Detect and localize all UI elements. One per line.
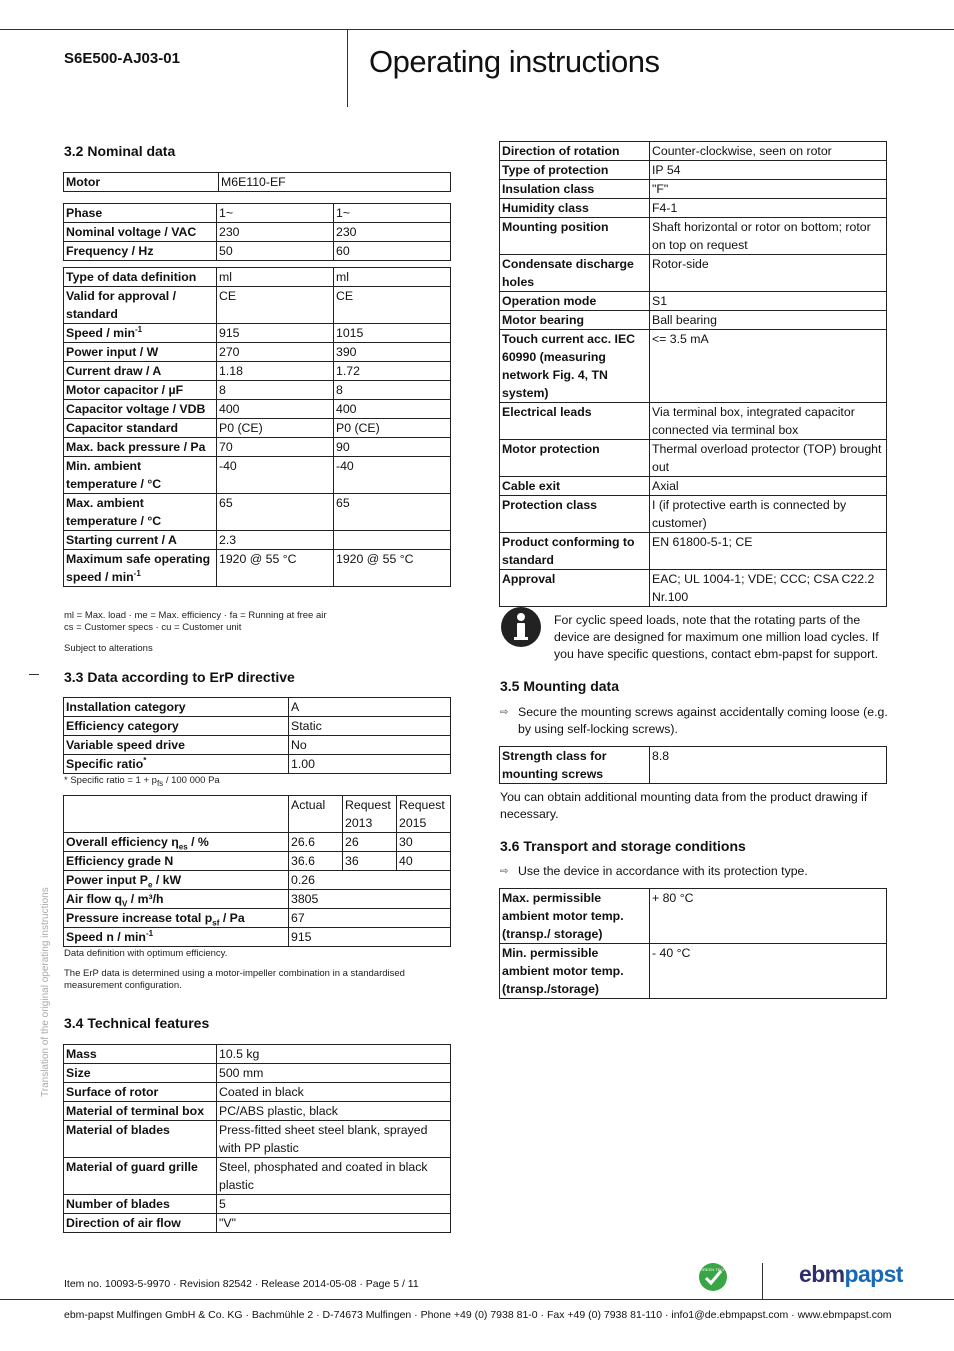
label-text: Protection class (502, 498, 597, 512)
logo-part-2: papst (844, 1261, 903, 1287)
row-value-2: ml (334, 268, 451, 287)
label-text: Direction of air flow (66, 1216, 181, 1230)
row-label (64, 268, 217, 287)
row-label (64, 494, 217, 531)
table-row (64, 362, 451, 381)
row-label (64, 890, 289, 909)
row-value: Press-fitted sheet steel blank, sprayed with PP plastic (217, 1121, 451, 1158)
table-header-row (64, 796, 451, 833)
label-text: Condensate discharge holes (502, 257, 634, 289)
table-row (64, 698, 451, 717)
table-row (64, 1102, 451, 1121)
table-row (64, 343, 451, 362)
row-label (64, 242, 217, 261)
table-row (64, 890, 451, 909)
mounting-paragraph: You can obtain additional mounting data from the product drawing if necessary. (500, 790, 868, 821)
table-row (64, 928, 451, 947)
row-label (64, 1045, 217, 1064)
label-text: Min. permissible ambient motor temp. (transp./storage) (502, 946, 624, 996)
row-label: Motor (64, 173, 219, 192)
table-row (64, 1064, 451, 1083)
legend-note (64, 610, 327, 634)
label-text: Power input / W (66, 345, 159, 359)
row-value: Coated in black (217, 1083, 451, 1102)
label-text: Min. ambient temperature / °C (66, 459, 162, 491)
table-row (64, 1045, 451, 1064)
label-text: Installation category (66, 700, 186, 714)
row-value: 5 (217, 1195, 451, 1214)
label-text: Efficiency grade N (66, 854, 174, 868)
table-row (64, 223, 451, 242)
row-value-2015: 40 (397, 852, 451, 871)
label-text: Motor bearing (502, 313, 584, 327)
label-text: Electrical leads (502, 405, 592, 419)
row-value-2: P0 (CE) (334, 419, 451, 438)
row-label (64, 287, 217, 324)
footer-divider (762, 1263, 763, 1299)
label-sub: V (122, 899, 128, 909)
row-value: 67 (289, 909, 451, 928)
row-value-1: 400 (217, 400, 334, 419)
table-row (64, 909, 451, 928)
table-row (64, 324, 451, 343)
row-value: F4-1 (650, 199, 887, 218)
row-label (500, 496, 650, 533)
erp-table-a (63, 697, 451, 774)
section-heading-3-3: 3.3 Data according to ErP directive (64, 669, 295, 685)
row-label (64, 928, 289, 947)
row-label (64, 833, 289, 852)
row-value: 500 mm (217, 1064, 451, 1083)
row-value: Steel, phosphated and coated in black plastic (217, 1158, 451, 1195)
row-value-2015: 30 (397, 833, 451, 852)
row-label (64, 736, 289, 755)
label-end: / Pa (219, 911, 245, 925)
arrow-right-icon: ⇨ (500, 866, 509, 877)
row-label (64, 204, 217, 223)
row-label (64, 223, 217, 242)
table-row (500, 440, 887, 477)
row-value-1: 915 (217, 324, 334, 343)
row-value: + 80 °C (650, 889, 887, 944)
label-text: Speed n / min (66, 930, 146, 944)
row-label (64, 852, 289, 871)
label-text: Valid for approval / standard (66, 289, 177, 321)
row-value: 0.26 (289, 871, 451, 890)
row-label (64, 871, 289, 890)
row-label (500, 292, 650, 311)
row-label (500, 311, 650, 330)
row-value: 10.5 kg (217, 1045, 451, 1064)
row-value-1: 1920 @ 55 °C (217, 550, 334, 587)
mounting-bullet (500, 704, 888, 738)
row-label (500, 403, 650, 440)
row-value-2: 65 (334, 494, 451, 531)
row-value: Rotor-side (650, 255, 887, 292)
table-row (500, 142, 887, 161)
row-value: No (289, 736, 451, 755)
label-sub: e (147, 880, 153, 890)
row-value: Ball bearing (650, 311, 887, 330)
table-row (500, 889, 887, 944)
table-row (64, 871, 451, 890)
row-value-2: 390 (334, 343, 451, 362)
erp-note-2: The ErP data is determined using a motor-impeller combination in a standardised measurement configuration. (64, 968, 405, 991)
row-label (500, 161, 650, 180)
row-value: 3805 (289, 890, 451, 909)
label-text: Surface of rotor (66, 1085, 159, 1099)
erp-table-b (63, 795, 451, 947)
footnote-text: * Specific ratio = 1 + p (64, 775, 157, 786)
label-text: Variable speed drive (66, 738, 185, 752)
table-row (500, 496, 887, 533)
row-label (64, 1195, 217, 1214)
table-row (500, 477, 887, 496)
label-sup: * (143, 755, 147, 765)
bullet-text: Use the device in accordance with its protection type. (518, 864, 808, 878)
row-value: 8.8 (650, 747, 887, 784)
label-text: Power input P (66, 873, 148, 887)
table-row (500, 747, 887, 784)
row-value-actual: 26.6 (289, 833, 343, 852)
table-row (500, 403, 887, 440)
table-row (64, 1158, 451, 1195)
label-sub: es (178, 842, 188, 852)
header-empty (64, 796, 289, 833)
section-heading-3-5: 3.5 Mounting data (500, 678, 619, 694)
row-value-2: -40 (334, 457, 451, 494)
table-row (64, 717, 451, 736)
header-actual: Actual (289, 796, 343, 833)
subject-note: Subject to alterations (64, 643, 153, 654)
row-value: M6E110-EF (219, 173, 451, 192)
row-value: I (if protective earth is connected by customer) (650, 496, 887, 533)
row-value: EAC; UL 1004-1; VDE; CCC; CSA C22.2 Nr.100 (650, 570, 887, 607)
table-row (64, 381, 451, 400)
label-text: Material of terminal box (66, 1104, 205, 1118)
row-value: - 40 °C (650, 944, 887, 999)
row-label (500, 218, 650, 255)
table-row (500, 330, 887, 403)
row-value-1: 65 (217, 494, 334, 531)
table-row (64, 457, 451, 494)
label-text: Approval (502, 572, 556, 586)
technical-features-table (63, 1044, 451, 1233)
label-text: Touch current acc. IEC 60990 (measuring network Fig. 4, TN system) (502, 332, 636, 400)
label-end: / kW (152, 873, 182, 887)
row-value-2: 230 (334, 223, 451, 242)
label-text: Current draw / A (66, 364, 162, 378)
label-text: Frequency / Hz (66, 244, 154, 258)
row-label (64, 1102, 217, 1121)
row-label (64, 755, 289, 774)
label-text: Material of blades (66, 1123, 170, 1137)
table-row (64, 736, 451, 755)
document-id: S6E500-AJ03-01 (64, 50, 180, 67)
table-row (64, 833, 451, 852)
nominal-table-b (63, 267, 451, 587)
motor-table (63, 172, 451, 192)
section-heading-3-2: 3.2 Nominal data (64, 143, 176, 159)
erp-footnote (64, 775, 220, 787)
table-row (64, 287, 451, 324)
row-value-1: 1.18 (217, 362, 334, 381)
row-label (64, 362, 217, 381)
label-text: Efficiency category (66, 719, 179, 733)
table-row (500, 944, 887, 999)
table-row (500, 180, 887, 199)
row-label (64, 1158, 217, 1195)
row-label (64, 343, 217, 362)
row-value-2013: 36 (343, 852, 397, 871)
label-text: Direction of rotation (502, 144, 620, 158)
header-request-2015: Request 2015 (397, 796, 451, 833)
row-value-actual: 36.6 (289, 852, 343, 871)
row-value-2: CE (334, 287, 451, 324)
row-value: "F" (650, 180, 887, 199)
header-request-2013: Request 2013 (343, 796, 397, 833)
row-value-2: 8 (334, 381, 451, 400)
label-text: Motor protection (502, 442, 600, 456)
section-heading-3-4: 3.4 Technical features (64, 1015, 210, 1031)
table-row (500, 161, 887, 180)
table-row (64, 531, 451, 550)
row-label (64, 400, 217, 419)
label-text: Max. back pressure / Pa (66, 440, 206, 454)
row-value: Static (289, 717, 451, 736)
header-divider (347, 29, 348, 107)
label-text: Max. permissible ambient motor temp. (transp./ storage) (502, 891, 624, 941)
table-row (64, 1195, 451, 1214)
row-label (64, 531, 217, 550)
green-tech-badge (698, 1262, 728, 1292)
info-icon (500, 606, 542, 648)
row-label (500, 570, 650, 607)
row-value: 915 (289, 928, 451, 947)
green-tech-text: GREEN TECH (699, 1267, 727, 1272)
footer-company-line: ebm-papst Mulfingen GmbH & Co. KG · Bachmühle 2 · D-74673 Mulfingen · Phone +49 (0) 7938 81-0 · Fax +49 (0) 7938 81-110 · info1@de.ebmpapst.com · www.ebmpapst.com (64, 1309, 892, 1321)
label-text: Starting current / A (66, 533, 177, 547)
arrow-right-icon: ⇨ (500, 707, 509, 718)
label-text: Material of guard grille (66, 1160, 198, 1174)
row-label (64, 1121, 217, 1158)
transport-table (499, 888, 887, 999)
row-label (64, 550, 217, 587)
row-value-1: 50 (217, 242, 334, 261)
motor-properties-table (499, 141, 887, 607)
table-row (64, 852, 451, 871)
erp-note-1: Data definition with optimum efficiency. (64, 948, 228, 959)
row-value: Via terminal box, integrated capacitor connected via terminal box (650, 403, 887, 440)
table-row (64, 1121, 451, 1158)
row-label: Strength class for mounting screws (500, 747, 650, 784)
table-row (64, 268, 451, 287)
table-row (500, 570, 887, 607)
label-sub: sf (212, 918, 220, 928)
row-label (500, 330, 650, 403)
row-value-1: CE (217, 287, 334, 324)
row-label (64, 324, 217, 343)
footer-item-line: Item no. 10093-5-9970 · Revision 82542 · Release 2014-05-08 · Page 5 / 11 (64, 1278, 419, 1290)
table-row (64, 173, 451, 192)
label-sup: -1 (133, 568, 141, 578)
row-label (64, 717, 289, 736)
footnote-end: / 100 000 Pa (163, 775, 220, 786)
row-label (500, 199, 650, 218)
row-value: 1.00 (289, 755, 451, 774)
row-label (500, 889, 650, 944)
label-end: / % (187, 835, 209, 849)
row-label (64, 1064, 217, 1083)
footnote-sub: fs (156, 778, 164, 788)
nominal-table-a (63, 203, 451, 261)
label-text: Number of blades (66, 1197, 170, 1211)
row-value: Axial (650, 477, 887, 496)
row-label (500, 440, 650, 477)
logo-part-1: ebm (799, 1261, 845, 1287)
label-text: Max. ambient temperature / °C (66, 496, 162, 528)
row-label (64, 698, 289, 717)
row-value-1: 230 (217, 223, 334, 242)
table-row (500, 533, 887, 570)
row-label (500, 142, 650, 161)
legend-line-2: cs = Customer specs · cu = Customer unit (64, 622, 242, 633)
margin-mark (29, 674, 39, 675)
label-text: Insulation class (502, 182, 595, 196)
row-value-2: 1015 (334, 324, 451, 343)
row-value-2013: 26 (343, 833, 397, 852)
row-value: "V" (217, 1214, 451, 1233)
row-value: A (289, 698, 451, 717)
table-row (64, 438, 451, 457)
row-value-1: 2.3 (217, 531, 334, 550)
row-label (64, 909, 289, 928)
table-row (500, 255, 887, 292)
mounting-table (499, 746, 887, 784)
legend-line-1: ml = Max. load · me = Max. efficiency · fa = Running at free air (64, 610, 327, 621)
row-value-2: 90 (334, 438, 451, 457)
row-label (500, 477, 650, 496)
label-text: Phase (66, 206, 103, 220)
table-row (64, 204, 451, 223)
row-label (500, 255, 650, 292)
row-value-2: 400 (334, 400, 451, 419)
label-text: Humidity class (502, 201, 589, 215)
row-value-2: 1~ (334, 204, 451, 223)
row-value: Shaft horizontal or rotor on bottom; rotor on top on request (650, 218, 887, 255)
row-value-1: 8 (217, 381, 334, 400)
row-label (500, 180, 650, 199)
row-value: Thermal overload protector (TOP) brought out (650, 440, 887, 477)
side-note: Translation of the original operating instructions (40, 887, 51, 1097)
label-text: Motor capacitor / µF (66, 383, 184, 397)
label-end: / m³/h (127, 892, 164, 906)
label-sup: -1 (135, 324, 143, 334)
row-value-1: P0 (CE) (217, 419, 334, 438)
label-text: Size (66, 1066, 91, 1080)
label-text: Overall efficiency η (66, 835, 179, 849)
row-label (64, 1214, 217, 1233)
label-text: Specific ratio (66, 757, 144, 771)
label-text: Type of data definition (66, 270, 197, 284)
page-title: Operating instructions (369, 44, 660, 79)
table-row (64, 1083, 451, 1102)
label-sup: -1 (145, 928, 154, 938)
row-label (500, 944, 650, 999)
table-row (500, 199, 887, 218)
label-text: Cable exit (502, 479, 561, 493)
row-value-1: 270 (217, 343, 334, 362)
row-value-2: 1.72 (334, 362, 451, 381)
row-label (64, 457, 217, 494)
label-text: Air flow q (66, 892, 123, 906)
header-top-rule (0, 29, 954, 30)
row-label (64, 419, 217, 438)
label-text: Mass (66, 1047, 97, 1061)
row-value: Counter-clockwise, seen on rotor (650, 142, 887, 161)
row-value: S1 (650, 292, 887, 311)
row-value: <= 3.5 mA (650, 330, 887, 403)
label-text: Pressure increase total p (66, 911, 213, 925)
row-label (500, 533, 650, 570)
table-row (500, 292, 887, 311)
table-row (500, 218, 887, 255)
row-value-2: 1920 @ 55 °C (334, 550, 451, 587)
label-text: Operation mode (502, 294, 597, 308)
table-row (64, 755, 451, 774)
table-row (500, 311, 887, 330)
footer-rule (0, 1299, 954, 1300)
transport-bullet (500, 863, 888, 880)
row-value: EN 61800-5-1; CE (650, 533, 887, 570)
ebmpapst-logo (799, 1261, 903, 1288)
row-value: IP 54 (650, 161, 887, 180)
label-text: Maximum safe operating speed / min (66, 552, 211, 584)
label-text: Speed / min (66, 326, 136, 340)
row-label (64, 1083, 217, 1102)
row-label (64, 381, 217, 400)
row-label (64, 438, 217, 457)
row-value-2: 60 (334, 242, 451, 261)
row-value: PC/ABS plastic, black (217, 1102, 451, 1121)
row-value-2 (334, 531, 451, 550)
label-text: Capacitor standard (66, 421, 179, 435)
table-row (64, 419, 451, 438)
row-value-1: ml (217, 268, 334, 287)
label-text: Mounting position (502, 220, 609, 234)
table-row (64, 494, 451, 531)
table-row (64, 550, 451, 587)
section-heading-3-6: 3.6 Transport and storage conditions (500, 838, 746, 854)
table-row (64, 1214, 451, 1233)
row-value-1: 70 (217, 438, 334, 457)
row-value-1: -40 (217, 457, 334, 494)
label-text: Product conforming to standard (502, 535, 635, 567)
label-text: Type of protection (502, 163, 609, 177)
label-text: Nominal voltage / VAC (66, 225, 197, 239)
table-row (64, 242, 451, 261)
info-text: For cyclic speed loads, note that the rotating parts of the device are designed for maximum one million load cycles. If you have specific questions, contact ebm-papst for support. (554, 613, 879, 661)
bullet-text: Secure the mounting screws against accidentally coming loose (e.g. by using self-locking screws). (518, 705, 888, 736)
table-row (64, 400, 451, 419)
label-text: Capacitor voltage / VDB (66, 402, 206, 416)
row-value-1: 1~ (217, 204, 334, 223)
